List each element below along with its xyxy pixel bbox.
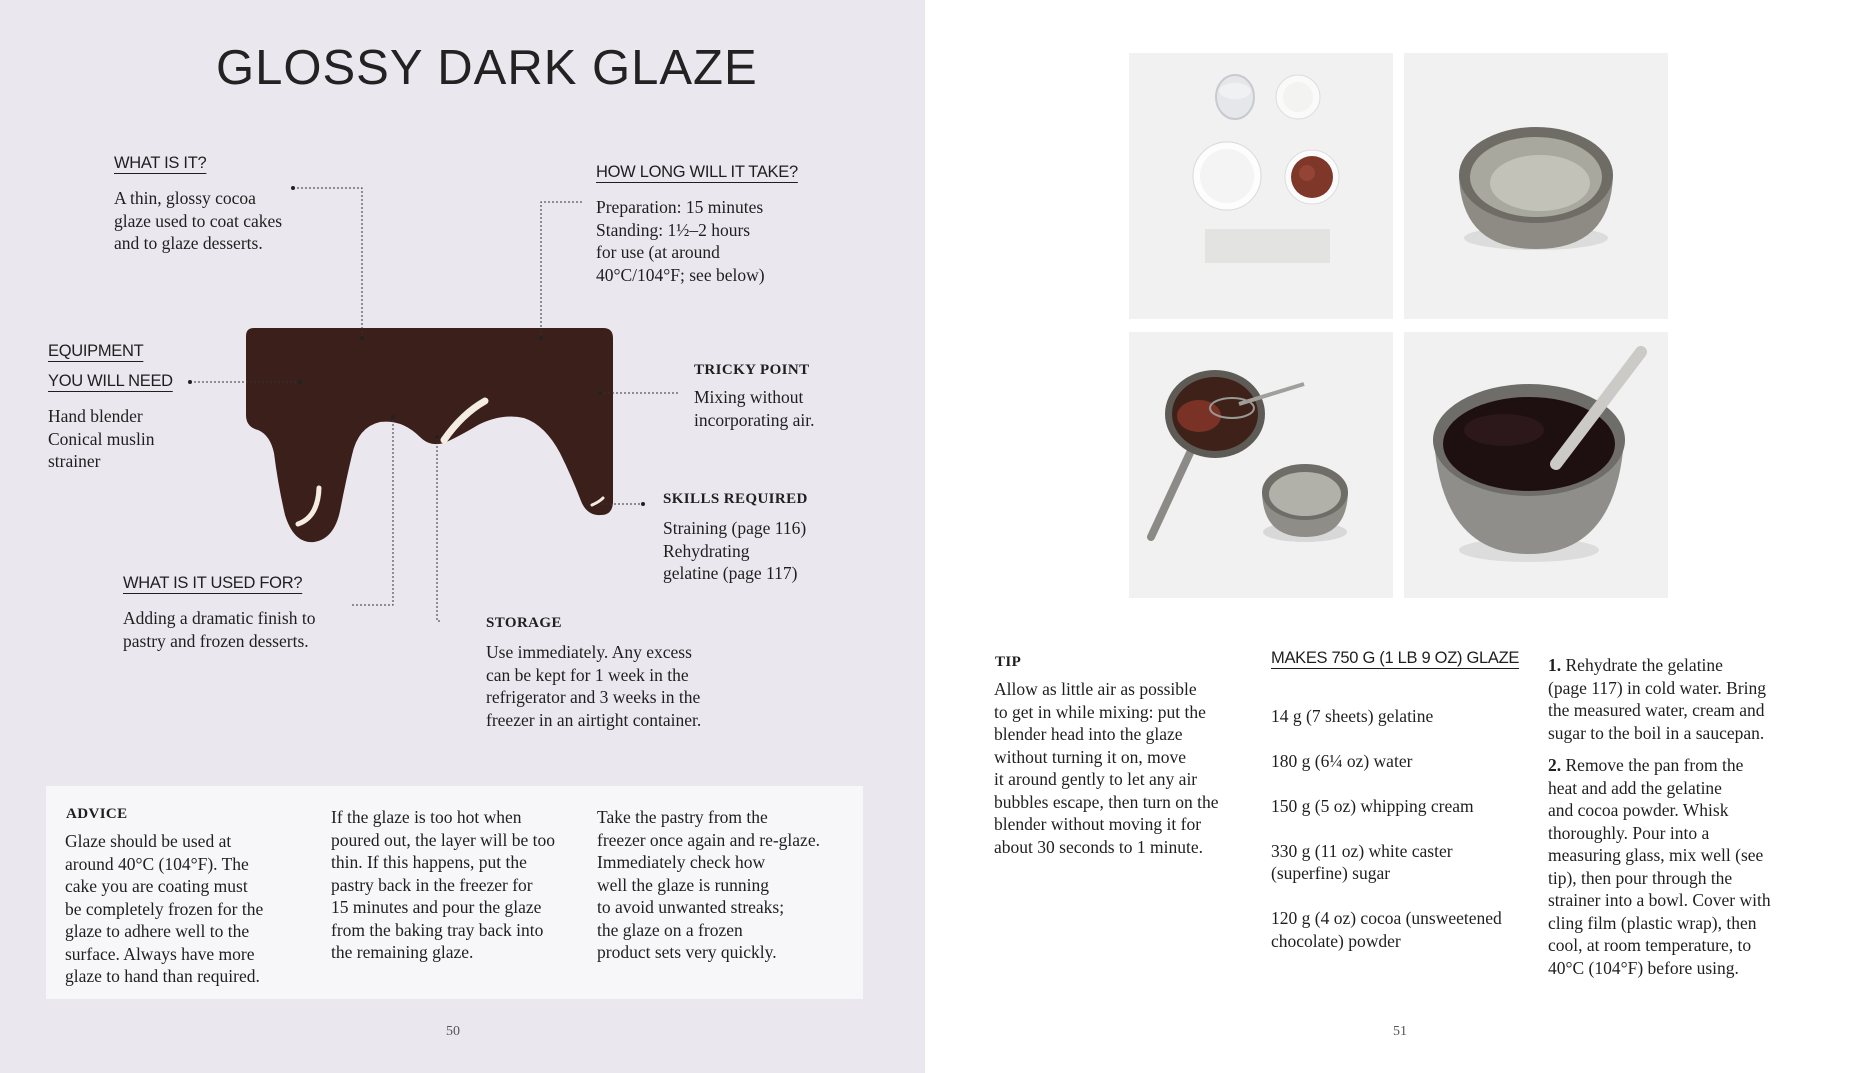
photo-ingredients bbox=[1129, 53, 1393, 319]
what-used-for-label: WHAT IS IT USED FOR? bbox=[123, 574, 303, 592]
photo-whisking-cocoa bbox=[1129, 332, 1393, 598]
advice-box bbox=[46, 786, 863, 999]
equipment-label-line2: YOU WILL NEED bbox=[48, 372, 173, 390]
step-2-text: Remove the pan from the heat and add the gelatine and cocoa powder. Whisk thoroughly. Pour into a measuring glass, mix well (see tip), then pour through the strainer into a bowl. Cover with cling film (plastic wrap), then cool, at room temperature, to 40°C (104°F) before using. bbox=[1548, 755, 1771, 978]
what-used-for-text: Adding a dramatic finish to pastry and frozen desserts. bbox=[123, 608, 316, 651]
step-2-number: 2. bbox=[1548, 755, 1562, 775]
method-step-2 bbox=[1548, 754, 1838, 979]
recipe-title: GLOSSY DARK GLAZE bbox=[216, 41, 758, 95]
connector-how-long bbox=[541, 202, 582, 338]
ingredient-item: 120 g (4 oz) cocoa (unsweetened chocolate) powder bbox=[1271, 908, 1502, 951]
photo-saucepan bbox=[1404, 53, 1668, 319]
tricky-point-label: TRICKY POINT bbox=[694, 362, 810, 378]
tip-label: TIP bbox=[995, 654, 1022, 670]
step-1-text: Rehydrate the gelatine (page 117) in cold water. Bring the measured water, cream and sugar to the boil in a saucepan. bbox=[1548, 655, 1767, 743]
what-is-it-label: WHAT IS IT? bbox=[114, 154, 207, 172]
connector-what-is-it bbox=[293, 188, 362, 338]
makes-label: MAKES 750 G (1 LB 9 OZ) GLAZE bbox=[1271, 649, 1520, 667]
advice-col-1: Glaze should be used at around 40°C (104°F). The cake you are coating must be completely frozen for the glaze to adhere well to the surface. Always have more glaze to hand than required. bbox=[65, 831, 264, 986]
page-number-left: 50 bbox=[446, 1024, 460, 1039]
tip-text: Allow as little air as possible to get in while mixing: put the blender head into the glaze without turning it on, move it around gently to let any air bubbles escape, then turn on the blender without moving it for about 30 seconds to 1 minute. bbox=[994, 679, 1219, 857]
glaze-illustration bbox=[240, 325, 630, 545]
right-page bbox=[925, 0, 1854, 1073]
skills-required-text: Straining (page 116) Rehydrating gelatine (page 117) bbox=[663, 518, 807, 583]
what-is-it-text: A thin, glossy cocoa glaze used to coat cakes and to glaze desserts. bbox=[114, 188, 283, 253]
how-long-text: Preparation: 15 minutes Standing: 1½–2 hours for use (at around 40°C/104°F; see below) bbox=[596, 197, 765, 285]
page-number-right: 51 bbox=[1393, 1024, 1407, 1039]
glaze-drip-shape bbox=[246, 328, 613, 542]
storage-text: Use immediately. Any excess can be kept for 1 week in the refrigerator and 3 weeks in the freezer in an airtight container. bbox=[486, 642, 702, 730]
advice-col-2: If the glaze is too hot when poured out, the layer will be too thin. If this happens, put the pastry back in the freezer for 15 minutes and pour the glaze from the baking tray back into the remaining glaze. bbox=[331, 807, 556, 962]
ingredients-list bbox=[1271, 682, 1502, 975]
left-page bbox=[0, 0, 925, 1073]
how-long-label: HOW LONG WILL IT TAKE? bbox=[596, 163, 798, 181]
ingredient-item: 180 g (6¼ oz) water bbox=[1271, 750, 1413, 771]
tricky-point-text: Mixing without incorporating air. bbox=[694, 387, 815, 430]
advice-col-3: Take the pastry from the freezer once again and re-glaze. Immediately check how well the glaze is running to avoid unwanted streaks; the glaze on a frozen product sets very quickly. bbox=[597, 807, 820, 962]
storage-label: STORAGE bbox=[486, 615, 562, 631]
equipment-label-line1: EQUIPMENT bbox=[48, 342, 144, 360]
ingredient-item: 14 g (7 sheets) gelatine bbox=[1271, 705, 1434, 726]
method-step-1 bbox=[1548, 654, 1838, 744]
ingredient-item: 150 g (5 oz) whipping cream bbox=[1271, 795, 1474, 816]
photo-bowl-of-glaze bbox=[1404, 332, 1668, 598]
ingredient-item: 330 g (11 oz) white caster (superfine) sugar bbox=[1271, 840, 1453, 883]
skills-required-label: SKILLS REQUIRED bbox=[663, 491, 808, 507]
equipment-text: Hand blender Conical muslin strainer bbox=[48, 406, 155, 471]
advice-label: ADVICE bbox=[66, 806, 128, 822]
step-1-number: 1. bbox=[1548, 655, 1562, 675]
